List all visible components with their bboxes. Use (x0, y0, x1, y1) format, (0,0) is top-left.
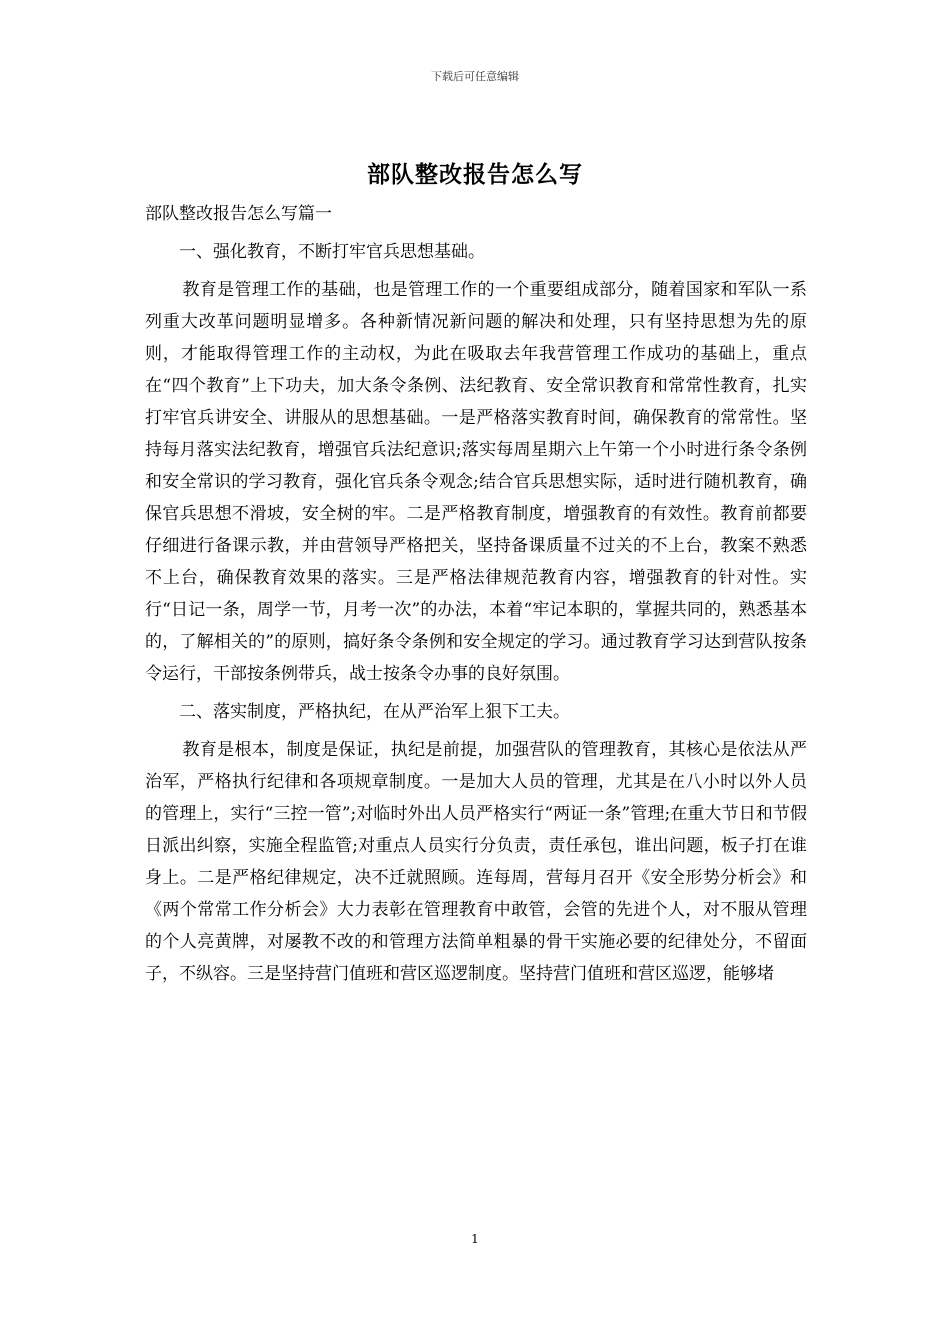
document-subtitle: 部队整改报告怎么写篇一 (145, 204, 332, 224)
section-heading-2: 二、落实制度，严格执纪，在从严治军上狠下工夫。 (179, 702, 570, 722)
document-title: 部队整改报告怎么写 (367, 161, 583, 188)
document-body (145, 198, 807, 996)
header-note: 下载后可任意编辑 (431, 70, 519, 83)
paragraph-2: 教育是根本，制度是保证，执纪是前提，加强营队的管理教育，其核心是依法从严治军，严格执行纪律和各项规章制度。一是加大人员的管理，尤其是在八小时以外人员的管理上，实行“三控一管”;对临时外出人员严格实行“两证一条”管理;在重大节日和节假日派出纠察，实施全程监管;对重点人员实行分负责，责任承包，谁出问题，板子打在谁身上。二是严格纪律规定，决不迁就照顾。连每周，营每月召开《安全形势分析会》和《两个常常工作分析会》大力表彰在管理教育中敢管，会管的先进个人，对不服从管理的个人亮黄牌，对屡教不改的和管理方法简单粗暴的骨干实施必要的纪律处分，不留面子，不纵容。三是坚持营门值班和营区巡逻制度。坚持营门值班和营区巡逻，能够堵 (145, 740, 807, 984)
page-number: 1 (471, 1232, 479, 1246)
section-heading-1: 一、强化教育，不断打牢官兵思想基础。 (179, 242, 485, 262)
paragraph-1: 教育是管理工作的基础，也是管理工作的一个重要组成部分，随着国家和军队一系列重大改革问题明显增多。各种新情况新问题的解决和处理，只有坚持思想为先的原则，才能取得管理工作的主动权，为此在吸取去年我营管理工作成功的基础上，重点在“四个教育”上下功夫，加大条令条例、法纪教育、安全常识教育和常常性教育，扎实打牢官兵讲安全、讲服从的思想基础。一是严格落实教育时间，确保教育的常常性。坚持每月落实法纪教育，增强官兵法纪意识;落实每周星期六上午第一个小时进行条令条例和安全常识的学习教育，强化官兵条令观念;结合官兵思想实际，适时进行随机教育，确保官兵思想不滑坡，安全树的牢。二是严格教育制度，增强教育的有效性。教育前都要仔细进行备课示教，并由营领导严格把关，坚持备课质量不过关的不上台，教案不熟悉不上台，确保教育效果的落实。三是严格法律规范教育内容，增强教育的针对性。实行“日记一条，周学一节，月考一次”的办法，本着“牢记本职的，掌握共同的，熟悉基本的，了解相关的”的原则，搞好条令条例和安全规定的学习。通过教育学习达到营队按条令运行，干部按条例带兵，战士按条令办事的良好氛围。 (145, 280, 807, 684)
